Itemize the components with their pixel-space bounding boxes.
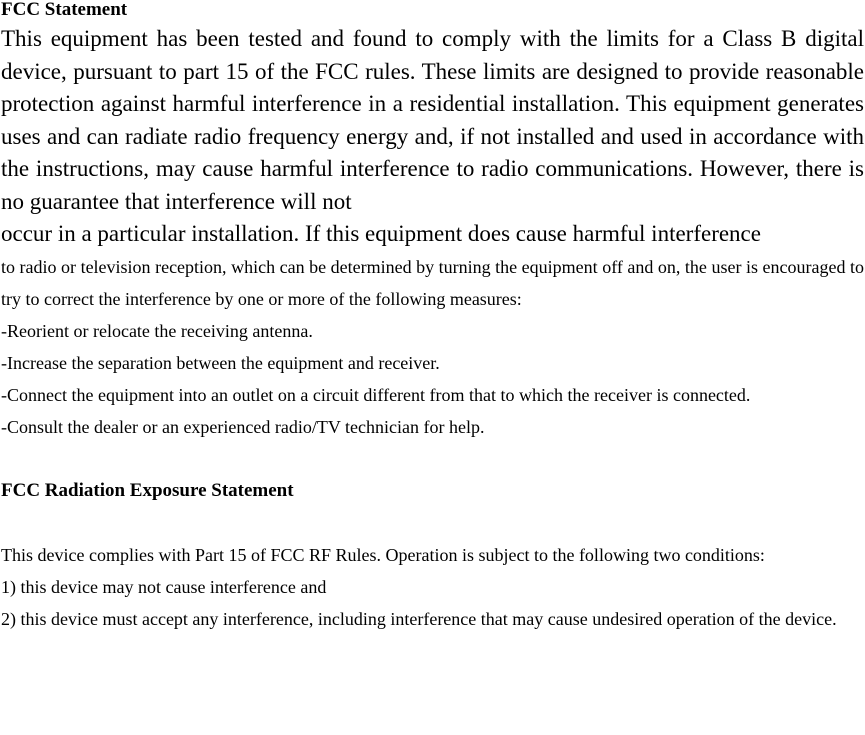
section-spacer xyxy=(1,507,864,539)
fcc-continuation-paragraph: to radio or television reception, which can be determined by turning the equipment off and on, the user is encouraged to try to correct the interference by one or more of the following measures: xyxy=(1,256,864,309)
section-spacer xyxy=(1,443,864,475)
fcc-intro-paragraph xyxy=(1,23,864,251)
radiation-body-paragraph: This device complies with Part 15 of FCC RF Rules. Operation is subject to the following two conditions: xyxy=(1,544,765,565)
measure-item-reorient: -Reorient or relocate the receiving antenna. xyxy=(1,320,313,341)
fcc-radiation-heading: FCC Radiation Exposure Statement xyxy=(1,479,294,501)
condition-item-2: 2) this device must accept any interference, including interference that may cause undesired operation of the device. xyxy=(1,608,837,629)
fcc-intro-main-text: This equipment has been tested and found to comply with the limits for a Class B digital device, pursuant to part 15 of the FCC rules. These limits are designed to provide reasonable protection against harmful interference in a residential installation. This equipment generates uses and can radiate radio frequency energy and, if not installed and used in accordance with the instructions, may cause harmful interference to radio communications. However, there is no guarantee that interference will not xyxy=(1,26,864,214)
measure-item-increase-separation: -Increase the separation between the equipment and receiver. xyxy=(1,352,440,373)
fcc-statement-heading: FCC Statement xyxy=(1,0,128,20)
condition-item-1: 1) this device may not cause interference and xyxy=(1,576,327,597)
measure-item-connect-outlet: -Connect the equipment into an outlet on a circuit different from that to which the receiver is connected. xyxy=(1,384,751,405)
fcc-intro-last-line: occur in a particular installation. If this equipment does cause harmful interference xyxy=(1,221,761,246)
measure-item-consult-dealer: -Consult the dealer or an experienced radio/TV technician for help. xyxy=(1,416,485,437)
